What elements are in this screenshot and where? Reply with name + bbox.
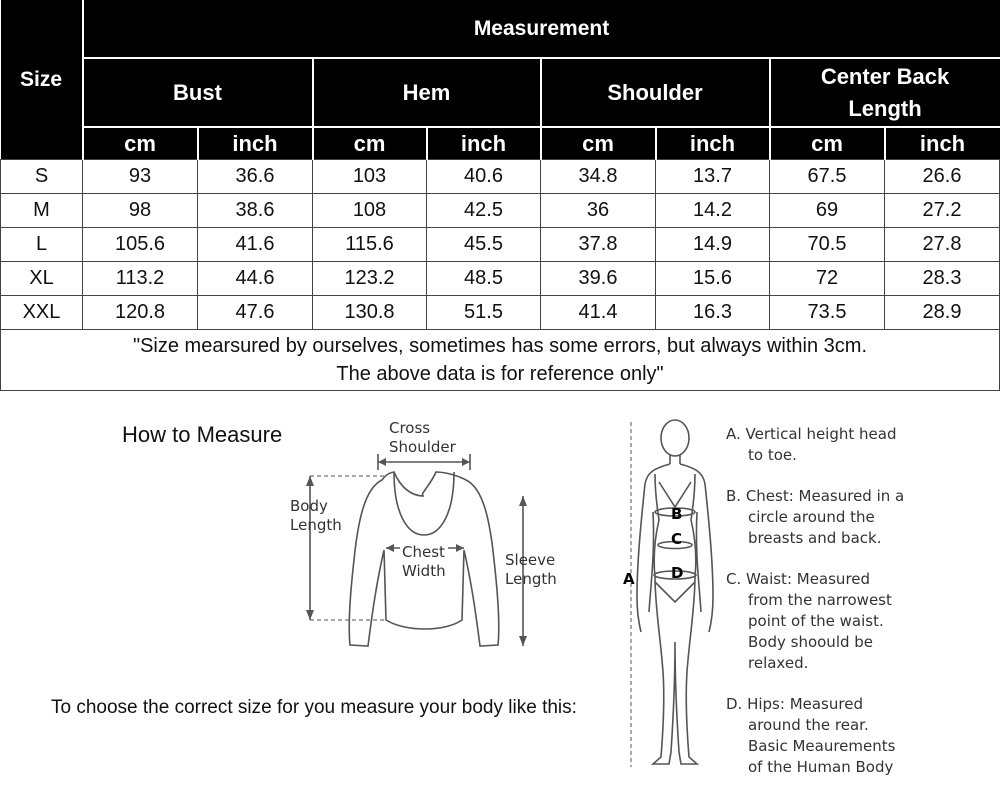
body-bottom-line	[655, 582, 695, 602]
measurement-cell: 28.3	[885, 262, 1000, 296]
measurement-cell: 115.6	[313, 228, 427, 262]
measurement-cell: 48.5	[427, 262, 541, 296]
measurement-cell: 37.8	[541, 228, 656, 262]
arrow-head	[306, 610, 314, 620]
measurement-cell: 105.6	[83, 228, 198, 262]
body-bra-line	[659, 482, 691, 507]
measurement-cell: 73.5	[770, 296, 885, 330]
group-header-shoulder: Shoulder	[541, 58, 770, 127]
measurement-cell: 36.6	[198, 160, 313, 194]
table-row	[1, 296, 1000, 330]
size-note	[1, 330, 1000, 391]
size-cell: L	[1, 228, 83, 262]
arrow-head	[519, 496, 527, 506]
unit-header: inch	[427, 127, 541, 160]
measurement-cell: 16.3	[656, 296, 770, 330]
measurement-cell: 26.6	[885, 160, 1000, 194]
body-letter-a: A	[623, 570, 635, 588]
measurement-cell: 130.8	[313, 296, 427, 330]
measurement-header: Measurement	[83, 0, 1000, 58]
choose-size-text: To choose the correct size for you measure your body like this:	[51, 697, 577, 718]
size-rows	[1, 160, 1000, 330]
arrow-head	[378, 458, 386, 466]
desc-c: C. Waist: Measured from the narrowest point of the waist. Body shoould be relaxed.	[726, 570, 892, 672]
how-to-measure-title: How to Measure	[122, 422, 283, 447]
size-cell: S	[1, 160, 83, 194]
unit-header: cm	[770, 127, 885, 160]
measurement-cell: 27.8	[885, 228, 1000, 262]
size-cell: XXL	[1, 296, 83, 330]
body-letter-b: B	[671, 505, 683, 523]
measurement-cell: 67.5	[770, 160, 885, 194]
cross-shoulder-label: Cross Shoulder	[389, 419, 456, 456]
size-chart-table	[0, 0, 1000, 391]
measurement-cell: 36	[541, 194, 656, 228]
arrow-head	[306, 476, 314, 486]
measurement-cell: 120.8	[83, 296, 198, 330]
chest-width-label: Chest Width	[402, 543, 446, 580]
unit-header: cm	[541, 127, 656, 160]
sleeve-length-label: Sleeve Length	[505, 551, 557, 588]
measurement-cell: 44.6	[198, 262, 313, 296]
measurement-cell: 13.7	[656, 160, 770, 194]
note-line-1: "Size mearsured by ourselves, sometimes has some errors, but always within 3cm.	[132, 335, 868, 357]
measurement-cell: 108	[313, 194, 427, 228]
body-letter-d: D	[671, 564, 684, 582]
measurement-cell: 42.5	[427, 194, 541, 228]
group-header-bust: Bust	[83, 58, 313, 127]
measurement-cell: 14.9	[656, 228, 770, 262]
table-row	[1, 262, 1000, 296]
measurement-cell: 98	[83, 194, 198, 228]
measurement-cell: 27.2	[885, 194, 1000, 228]
measurement-cell: 72	[770, 262, 885, 296]
unit-header: cm	[83, 127, 198, 160]
arrow-head	[456, 544, 464, 552]
arrow-head	[386, 544, 394, 552]
measurement-cell: 41.6	[198, 228, 313, 262]
measurement-cell: 93	[83, 160, 198, 194]
group-header-hem: Hem	[313, 58, 541, 127]
body-head	[661, 420, 689, 456]
unit-header: inch	[656, 127, 770, 160]
measurement-cell: 51.5	[427, 296, 541, 330]
table-row	[1, 228, 1000, 262]
measurement-cell: 123.2	[313, 262, 427, 296]
measurement-cell: 15.6	[656, 262, 770, 296]
size-cell: M	[1, 194, 83, 228]
body-diagram	[625, 412, 725, 784]
measurement-cell: 45.5	[427, 228, 541, 262]
table-row	[1, 194, 1000, 228]
desc-d: D. Hips: Measured around the rear. Basic Meaurements of the Human Body	[726, 695, 896, 776]
measurement-cell: 103	[313, 160, 427, 194]
measurement-cell: 38.6	[198, 194, 313, 228]
note-line-2: The above data is for reference only"	[336, 363, 664, 385]
size-header: Size	[1, 0, 83, 160]
unit-header: cm	[313, 127, 427, 160]
measurement-cell: 41.4	[541, 296, 656, 330]
measurement-cell: 14.2	[656, 194, 770, 228]
unit-header: inch	[885, 127, 1000, 160]
arrow-head	[462, 458, 470, 466]
measurement-cell: 40.6	[427, 160, 541, 194]
measurement-cell: 70.5	[770, 228, 885, 262]
measurement-cell: 28.9	[885, 296, 1000, 330]
measurement-cell: 34.8	[541, 160, 656, 194]
measurement-cell: 47.6	[198, 296, 313, 330]
measurement-cell: 69	[770, 194, 885, 228]
unit-header: inch	[198, 127, 313, 160]
desc-b: B. Chest: Measured in a circle around the breasts and back.	[726, 487, 905, 547]
group-header-center-back-length: Center Back Length	[770, 58, 1000, 127]
body-length-label: Body Length	[290, 497, 342, 534]
measurement-cell: 113.2	[83, 262, 198, 296]
garment-neckline	[394, 472, 454, 535]
size-cell: XL	[1, 262, 83, 296]
measurement-cell: 39.6	[541, 262, 656, 296]
body-letter-c: C	[671, 530, 683, 548]
desc-a: A. Vertical height head to toe.	[726, 425, 897, 464]
table-row	[1, 160, 1000, 194]
arrow-head	[519, 636, 527, 646]
